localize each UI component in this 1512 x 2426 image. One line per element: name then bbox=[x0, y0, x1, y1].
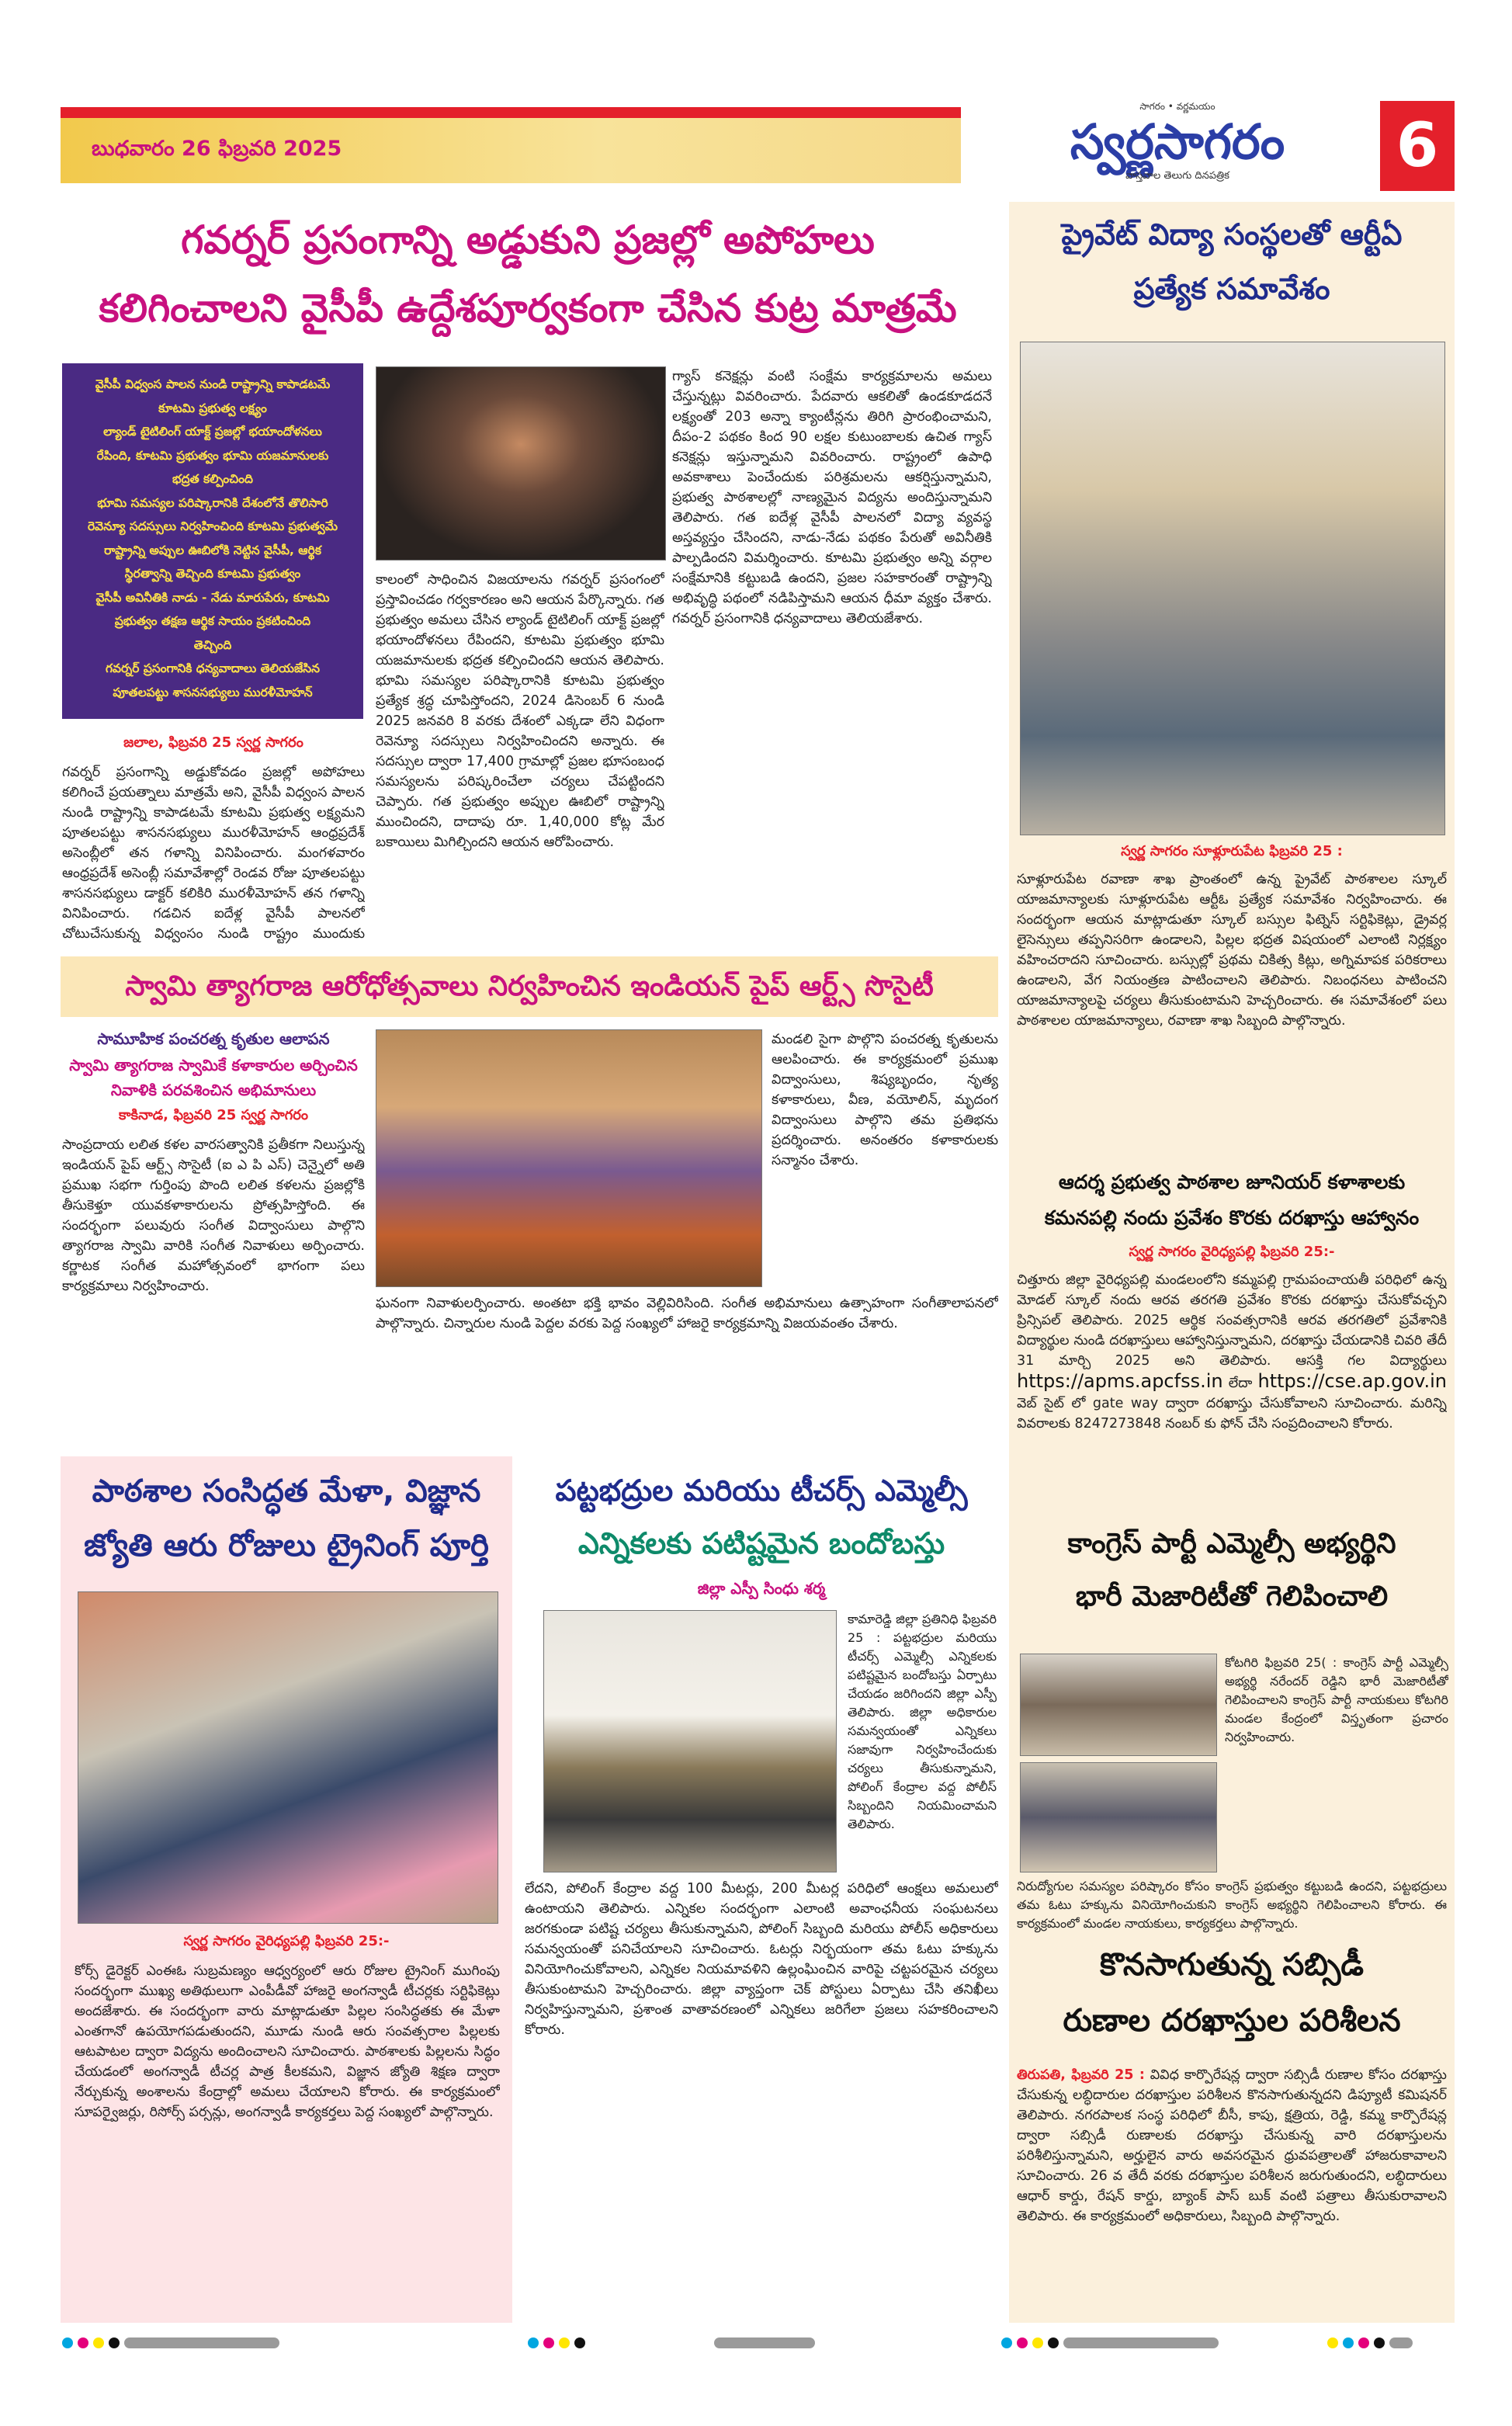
bandobast-side-column: కామారెడ్డి జిల్లా ప్రతినిధి ఫిబ్రవరి 25 : పట్టభద్రుల మరియు టీచర్స్ ఎమ్మెల్సీ ఎన్నికలకు పటిష్టమైన బందోబస్తు ఏర్పాటు చేయడం జరిగిందని జిల్లా ఎస్పీ తెలిపారు. జిల్లా అధికారుల సమన్వయంతో ఎన్నికలు సజావుగా నిర్వహించేందుకు చర్యలు తీసుకున్నామని, పోలింగ్ కేంద్రాల వద్ద పోలీస్ సిబ్బందిని నియమించామని తెలిపారు. bbox=[848, 1612, 997, 1831]
congress-bottom-text: నిరుద్యోగుల సమస్యల పరిష్కారం కోసం కాంగ్రెస్ ప్రభుత్వం కట్టుబడి ఉందని, పట్టభద్రులు తమ ఓటు హక్కును వినియోగించుకుని కాంగ్రెస్ అభ్యర్థిని గెలిపించాలని కోరారు. ఈ కార్యక్రమంలో మండల నాయకులు, కార్యకర్తలు పాల్గొన్నారు. bbox=[1017, 1879, 1447, 1931]
highlight-line: వైసీపీ విధ్వంస పాలన నుండి రాష్ట్రాన్ని కాపాడటమే bbox=[95, 377, 331, 391]
private-school-photo bbox=[1020, 342, 1445, 835]
registration-marks-left bbox=[62, 2337, 279, 2351]
lead-photo bbox=[376, 366, 666, 561]
subsidy-dateline: తిరుపతి, ఫిబ్రవరి 25 : bbox=[1017, 2067, 1145, 2083]
private-school-body: సూళ్లూరుపేట రవాణా శాఖ ప్రాంతంలో ఉన్న ప్రైవేట్ పాఠశాలల స్కూల్ యాజమాన్యాలకు సూళ్లూరుపేట ఆర్టీఓ ప్రత్యేక సమావేశం నిర్వహించారు. ఈ సందర్భంగా ఆయన మాట్లాడుతూ స్కూల్ బస్సుల ఫిట్నెస్ సర్టిఫికెట్లు, డ్రైవర్ల లైసెన్సులు తప్పనిసరిగా ఉండాలని, పిల్లల భద్రత విషయంలో ఎలాంటి నిర్లక్ష్యం వహించరాదని సూచించారు. బస్సుల్లో ప్రథమ చికిత్స కిట్లు, అగ్నిమాపక పరికరాలు ఉండాలని, వేగ నియంత్రణ పాటించాలని తెలిపారు. నిబంధనలు పాటించని యాజమాన్యాలపై చర్యలు తీసుకుంటామని హెచ్చరించారు. ఈ సమావేశంలో పలు పాఠశాలల యాజమాన్యాలు, రవాణా శాఖ సిబ్బంది పాల్గొన్నారు. bbox=[1017, 872, 1447, 1029]
private-school-headline-1: ప్రైవేట్ విద్యా సంస్థలతో ఆర్టీఏ bbox=[1061, 217, 1403, 252]
tyagaraja-headline: స్వామి త్యాగరాజ ఆరోధోత్సవాలు నిర్వహించిన ఇండియన్ పైప్ ఆర్ట్స్ సొసైటీ bbox=[125, 970, 934, 1002]
highlight-line: స్థిరత్వాన్ని తెచ్చింది కూటమి ప్రభుత్వం bbox=[124, 567, 301, 581]
tyagaraja-column-2: మండలి సైగా పొల్గొని పంచరత్న కృతులను ఆలపించారు. ఈ కార్యక్రమంలో ప్రముఖ విద్వాంసులు, శిష్యబృందం, నృత్య కళాకారులు, వీణ, వయోలిన్, మృదంగ విద్వాంసులు పాల్గొని తమ ప్రతిభను ప్రదర్శించారు. అనంతరం కళాకారులకు సన్మానం చేశారు. bbox=[772, 1032, 998, 1168]
congress-photo-2 bbox=[1020, 1762, 1217, 1872]
registration-marks-center-left bbox=[528, 2337, 590, 2351]
lead-column-1: గవర్నర్ ప్రసంగాన్ని అడ్డుకోవడం ప్రజల్లో అపోహలు కలిగించే ప్రయత్నాలు మాత్రమే అని, వైసీపీ విధ్వంస పాలన నుండి రాష్ట్రాన్ని కాపాడటమే కూటమి ప్రభుత్వ లక్ష్యమని పూతలపట్టు శాసనసభ్యులు మురళీమోహన్ ఆంధ్రప్రదేశ్ అసెంబ్లీలో తన గళాన్ని వినిపించారు. మంగళవారం ఆంధ్రప్రదేశ్ అసెంబ్లీ సమావేశాల్లో రెండవ రోజు పూతలపట్టు శాసనసభ్యులు డాక్టర్ కలికిరి మురళీమోహన్ తన గళాన్ని వినిపించారు. గడచిన ఐదేళ్ల వైసీపీ పాలనలో చోటుచేసుకున్న విధ్వంసం నుండి రాష్ట్రం ముందుకు bbox=[62, 765, 365, 942]
tyagaraja-sub-1: స్వామి త్యాగరాజ స్వామికే కళాకారుల అర్చించిన bbox=[69, 1056, 358, 1074]
paathashala-headline-1: పాఠశాల సంసిద్ధత మేళా, విజ్ఞాన bbox=[92, 1473, 481, 1509]
paathashala-body: కోర్స్ డైరెక్టర్ ఎంఈఓ సుబ్రమణ్యం ఆధ్వర్యంలో ఆరు రోజుల ట్రైనింగ్ ముగింపు సందర్భంగా ముఖ్య అతిథులుగా ఎంపీడీవో హాజరై అంగన్వాడీ టీచర్లకు సర్టిఫికెట్లు అందజేశారు. ఈ సందర్భంగా వారు మాట్లాడుతూ పిల్లల సంసిద్ధతకు ఈ మేళా ఎంతగానో ఉపయోగపడుతుందని, మూడు నుండి ఆరు సంవత్సరాల పిల్లలకు ఆటపాటల ద్వారా విద్యను అందించాలని సూచించారు. పాఠశాలకు పిల్లలను సిద్ధం చేయడంలో అంగన్వాడీ టీచర్ల పాత్ర కీలకమని, విజ్ఞాన జ్యోతి శిక్షణ ద్వారా నేర్చుకున్న అంశాలను కేంద్రాల్లో అమలు చేయాలని కోరారు. ఈ కార్యక్రమంలో సూపర్వైజర్లు, రిసోర్స్ పర్సన్లు, అంగన్వాడీ కార్యకర్తలు పెద్ద సంఖ్యలో పాల్గొన్నారు. bbox=[75, 1963, 500, 2120]
bandobast-headline-1: పట్టభద్రుల మరియు టీచర్స్ ఎమ్మెల్సీ bbox=[555, 1473, 968, 1508]
masthead-logo bbox=[980, 101, 1375, 191]
registration-marks-center-right bbox=[1001, 2337, 1219, 2351]
tyagaraja-column-1: సాంప్రదాయ లలిత కళల వారసత్వానికి ప్రతీకగా నిలుస్తున్న ఇండియన్ పైప్ ఆర్ట్స్ సొసైటీ (ఐ ఎ పి ఎస్) చెన్నైలో అతి ప్రముఖ సభగా గుర్తింపు పొంది లలిత కళలను ప్రజల్లోకి తీసుకెళ్తూ యువకళాకారులను ప్రోత్సహిస్తోంది. ఈ సందర్భంగా పలువురు సంగీత విద్వాంసులు పాల్గొని త్యాగరాజ స్వామి వారికి సంగీత నివాళులు అర్పించారు. కర్ణాటక సంగీత మహోత్సవంలో భాగంగా పలు కార్యక్రమాలు నిర్వహించారు. bbox=[62, 1137, 365, 1294]
registration-marks-center bbox=[714, 2337, 815, 2351]
tyagaraja-photo bbox=[376, 1029, 762, 1287]
highlight-line: తెచ్చింది bbox=[193, 637, 232, 652]
lead-headline-1: గవర్నర్ ప్రసంగాన్ని అడ్డుకుని ప్రజల్లో అపోహలు bbox=[181, 217, 875, 262]
gurukul-headline-2: కమనపల్లి నందు ప్రవేశం కొరకు దరఖాస్తు ఆహ్వానం bbox=[1044, 1206, 1420, 1229]
subsidy-body bbox=[1017, 2065, 1447, 2315]
gurukul-link-or: లేదా bbox=[1228, 1376, 1253, 1391]
lead-column-2: కాలంలో సాధించిన విజయాలను గవర్నర్ ప్రసంగంలో ప్రస్తావించడం గర్వకారణం అని ఆయన పేర్కొన్నారు. గత ప్రభుత్వం అమలు చేసిన ల్యాండ్ టైటిలింగ్ యాక్ట్ ప్రజల్లో భయాందోళనలు రేపిందని, కూటమి ప్రభుత్వం భూమి యజమానులకు భద్రత కల్పించిందని ఆయన తెలిపారు. భూమి సమస్యల పరిష్కారానికి కూటమి ప్రభుత్వం ప్రత్యేక శ్రద్ధ చూపిస్తోందని, 2024 డిసెంబర్ 6 నుండి 2025 జనవరి 8 వరకు దేశంలో ఎక్కడా లేని విధంగా రెవెన్యూ సదస్సులు నిర్వహించిందని అన్నారు. ఈ సదస్సుల ద్వారా 17,400 గ్రామాల్లో ప్రజల భూసంబంధ సమస్యలను పరిష్కరించేలా చర్యలు చేపట్టిందని చెప్పారు. గత ప్రభుత్వం అప్పుల ఊబిలో రాష్ట్రాన్ని ముంచిందని, దాదాపు రూ. 1,40,000 కోట్ల మేర బకాయిలు మిగిల్చిందని ఆయన ఆరోపించారు. bbox=[376, 572, 664, 850]
tyagaraja-dateline: కాకినాడ, ఫిబ్రవరి 25 స్వర్ణ సాగరం bbox=[118, 1107, 309, 1123]
highlight-lines bbox=[70, 373, 355, 704]
highlight-line: పూతలపట్టు శాసనసభ్యులు మురళీమోహన్ bbox=[113, 685, 313, 699]
private-school-headline-2: ప్రత్యేక సమావేశం bbox=[1133, 272, 1330, 306]
tyagaraja-column-3: ఘనంగా నివాళులర్పించారు. అంతటా భక్తి భావం వెల్లివిరిసింది. సంగీత అభిమానులు ఉత్సాహంగా సంగీతాలాపనలో పాల్గొన్నారు. చిన్నారుల నుండి పెద్దల వరకు పెద్ద సంఖ్యలో హాజరై కార్యక్రమాన్ని విజయవంతం చేశారు. bbox=[376, 1296, 998, 1331]
page-number: 6 bbox=[1396, 111, 1439, 181]
lead-headline-2: కలిగించాలని వైసీపీ ఉద్దేశపూర్వకంగా చేసిన కుట్ర మాత్రమే bbox=[99, 286, 957, 331]
congress-headline-2: భారీ మెజారిటీతో గెలిపించాలి bbox=[1075, 1581, 1389, 1612]
gurukul-dateline: స్వర్ణ సాగరం వైరిధ్యపల్లి ఫిబ్రవరి 25:- bbox=[1129, 1244, 1335, 1260]
highlight-line: భూమి సమస్యల పరిష్కారానికి దేశంలోనే తొలిసారి bbox=[97, 495, 328, 510]
gurukul-link-1[interactable]: https://apms.apcfss.in bbox=[1017, 1370, 1223, 1392]
paathashala-dateline: స్వర్ణ సాగరం వైరిధ్యపల్లి ఫిబ్రవరి 25:- bbox=[183, 1933, 390, 1949]
highlight-line: రాష్ట్రాన్ని అప్పుల ఊబిలోకి నెట్టిన వైసీపీ, ఆర్థిక bbox=[104, 543, 321, 557]
paathashala-photo bbox=[78, 1591, 498, 1924]
bandobast-photo bbox=[543, 1610, 837, 1872]
gurukul-body-text: చిత్తూరు జిల్లా వైరిధ్యపల్లి మండలంలోని కమ్మపల్లి గ్రామపంచాయతీ పరిధిలో ఉన్న మోడల్ స్కూల్ నందు ఆరవ తరగతి ప్రవేశం కొరకు దరఖాస్తు చేసుకోవచ్చని ప్రిన్సిపల్ తెలిపారు. 2025 ఆర్థిక సంవత్సరానికి ఆరవ తరగతిలో ప్రవేశానికి విద్యార్థుల నుండి దరఖాస్తులు ఆహ్వానిస్తున్నామని, దరఖాస్తు చేయడానికి చివరి తేదీ 31 మార్చి 2025 అని తెలిపారు. ఆసక్తి గల విద్యార్థులు bbox=[1017, 1272, 1447, 1369]
logo-tagline-bottom: వాస్తవాల తెలుగు దినపత్రిక bbox=[1125, 170, 1229, 182]
bandobast-byline: జిల్లా ఎస్పీ సింధు శర్మ bbox=[697, 1579, 826, 1598]
tyagaraja-kicker: సామూహిక పంచరత్న కృతుల ఆలాపన bbox=[97, 1029, 330, 1048]
bandobast-headline-2: ఎన్నికలకు పటిష్టమైన బందోబస్తు bbox=[577, 1526, 945, 1560]
gurukul-headline-1: ఆదర్శ ప్రభుత్వ పాఠశాల జూనియర్ కళాశాలకు bbox=[1058, 1171, 1406, 1193]
congress-headline-1: కాంగ్రెస్ పార్టీ ఎమ్మెల్సీ అభ్యర్థిని bbox=[1067, 1528, 1396, 1560]
tyagaraja-banner bbox=[61, 956, 998, 1017]
highlight-line: రెవెన్యూ సదస్సులు నిర్వహించింది కూటమి ప్రభుత్వమే bbox=[87, 519, 338, 533]
masthead-date-bar bbox=[61, 107, 961, 183]
paathashala-headline-2: జ్యోతి ఆరు రోజులు ట్రైనింగ్ పూర్తి bbox=[84, 1528, 489, 1564]
logo-tagline-top: సాగరం • వర్ణమయం bbox=[1139, 101, 1215, 112]
registration-marks-right bbox=[1327, 2337, 1413, 2351]
highlight-line: గవర్నర్ ప్రసంగానికి ధన్యవాదాలు తెలియజేసిన bbox=[105, 661, 321, 675]
congress-photo-1 bbox=[1020, 1654, 1217, 1756]
logo-name: స్వర్ణసాగరం bbox=[1070, 113, 1285, 170]
gurukul-body-text-2: వెబ్ సైట్ లో gate way ద్వారా దరఖాస్తు చేసుకోవాలని సూచించారు. మరిన్ని వివరాలకు 8247273848 నంబర్ కు ఫోన్ చేసి సంప్రదించాలని కోరారు. bbox=[1017, 1396, 1447, 1432]
masthead-date: బుధవారం 26 ఫిబ్రవరి 2025 bbox=[92, 137, 342, 161]
subsidy-headline-2: రుణాల దరఖాస్తుల పరిశీలన bbox=[1063, 2003, 1401, 2039]
private-school-dateline: స్వర్ణ సాగరం సూళ్లూరుపేట ఫిబ్రవరి 25 : bbox=[1121, 843, 1343, 859]
subsidy-headline-1: కొనసాగుతున్న సబ్సిడీ bbox=[1100, 1947, 1364, 1983]
highlight-line: ప్రభుత్వం తక్షణ ఆర్థిక సాయం ప్రకటించింది bbox=[114, 614, 311, 628]
highlight-line: భద్రత కల్పించింది bbox=[172, 472, 253, 486]
highlight-line: ల్యాండ్ టైటిలింగ్ యాక్ట్ ప్రజల్లో భయాందోళనలు bbox=[103, 425, 322, 439]
page-number-box bbox=[1380, 101, 1455, 191]
lead-dateline: జలాల, ఫిబ్రవరి 25 స్వర్ణ సాగరం bbox=[123, 734, 303, 751]
lead-highlight-box bbox=[62, 363, 363, 719]
highlight-line: రేపింది, కూటమి ప్రభుత్వం భూమి యజమానులకు bbox=[96, 448, 329, 463]
bandobast-bottom-text: లేదని, పోలింగ్ కేంద్రాల వద్ద 100 మీటర్లు, 200 మీటర్ల పరిధిలో ఆంక్షలు అమలులో ఉంటాయని తెలిపారు. ఎన్నికల సందర్భంగా ఎలాంటి అవాంఛనీయ సంఘటనలు జరగకుండా పటిష్ట చర్యలు తీసుకున్నామని, పోలింగ్ సిబ్బంది మరియు పోలీస్ అధికారులు సమన్వయంతో పనిచేయాలని సూచించారు. ఓటర్లు నిర్భయంగా తమ ఓటు హక్కును వినియోగించుకోవాలని, ఎన్నికల నియమావళిని ఉల్లంఘించిన వారిపై చట్టపరమైన చర్యలు తీసుకుంటామని హెచ్చరించారు. జిల్లా వ్యాప్తంగా చెక్ పోస్టులు ఏర్పాటు చేసి తనిఖీలు నిర్వహిస్తున్నామని, ప్రశాంత వాతావరణంలో ఎన్నికలు జరిగేలా ప్రజలు సహకరించాలని కోరారు. bbox=[525, 1881, 998, 2038]
highlight-line: వైసీపీ అవినీతికి నాడు - నేడు మారుపేరు, కూటమి bbox=[95, 590, 330, 605]
highlight-line: కూటమి ప్రభుత్వ లక్ష్యం bbox=[158, 401, 267, 415]
tyagaraja-sub-2: నివాళికి పరవశించిన అభిమానులు bbox=[110, 1081, 317, 1099]
gurukul-body bbox=[1017, 1270, 1447, 1495]
lead-column-3: గ్యాస్ కనెక్షన్లు వంటి సంక్షేమ కార్యక్రమాలను అమలు చేస్తున్నట్లు వివరించారు. పేదవారు ఆకలితో ఉండకూడదనే లక్ష్యంతో 203 అన్నా క్యాంటీన్లను తిరిగి ప్రారంభించామని, దీపం-2 పథకం కింద 90 లక్షల కుటుంబాలకు ఉచిత గ్యాస్ కనెక్షన్లు ఇస్తున్నామని వివరించారు. రాష్ట్రంలో ఉపాధి అవకాశాలు పెంచేందుకు పరిశ్రమలను ఆకర్షిస్తున్నామని, ప్రభుత్వ పాఠశాలల్లో నాణ్యమైన విద్యను అందిస్తున్నామని తెలిపారు. గత ఐదేళ్ల వైసీపీ పాలనలో విద్యా వ్యవస్థ అస్తవ్యస్తం చేసిందని, నాడు-నేడు పథకం పేరుతో అవినీతికి పాల్పడిందని విమర్శించారు. కూటమి ప్రభుత్వం అన్ని వర్గాల సంక్షేమానికి కట్టుబడి ఉందని, ప్రజల సహకారంతో రాష్ట్రాన్ని అభివృద్ధి పథంలో నడిపిస్తామని ఆయన ధీమా వ్యక్తం చేశారు. గవర్నర్ ప్రసంగానికి ధన్యవాదాలు తెలియజేశారు. bbox=[672, 369, 992, 626]
congress-side-column: కోటగిరి ఫిబ్రవరి 25( : కాంగ్రెస్ పార్టీ ఎమ్మెల్సీ అభ్యర్థి నరేందర్ రెడ్డిని భారీ మెజారిటీతో గెలిపించాలని కాంగ్రెస్ పార్టీ నాయకులు కోటగిరి మండల కేంద్రంలో విస్తృతంగా ప్రచారం నిర్వహించారు. bbox=[1225, 1655, 1448, 1744]
gurukul-link-2[interactable]: https://cse.ap.gov.in bbox=[1257, 1370, 1447, 1392]
subsidy-body-text: వివిధ కార్పొరేషన్ల ద్వారా సబ్సిడీ రుణాల కోసం దరఖాస్తు చేసుకున్న లబ్ధిదారుల దరఖాస్తుల పరిశీలన కొనసాగుతున్నదని డిప్యూటీ కమిషనర్ తెలిపారు. నగరపాలక సంస్థ పరిధిలో బీసీ, కాపు, క్షత్రియ, రెడ్డి, కమ్మ కార్పొరేషన్ల ద్వారా సబ్సిడీ రుణాలకు దరఖాస్తు చేసుకున్న వారి దరఖాస్తులను పరిశీలిస్తున్నామని, అర్హులైన వారు అవసరమైన ధ్రువపత్రాలతో హాజరుకావాలని సూచించారు. 26 వ తేదీ వరకు దరఖాస్తుల పరిశీలన జరుగుతుందని, లబ్ధిదారులు ఆధార్ కార్డు, రేషన్ కార్డు, బ్యాంక్ పాస్ బుక్ వంటి పత్రాలు తీసుకురావాలని తెలిపారు. ఈ కార్యక్రమంలో అధికారులు, సిబ్బంది పాల్గొన్నారు. bbox=[1017, 2067, 1447, 2224]
